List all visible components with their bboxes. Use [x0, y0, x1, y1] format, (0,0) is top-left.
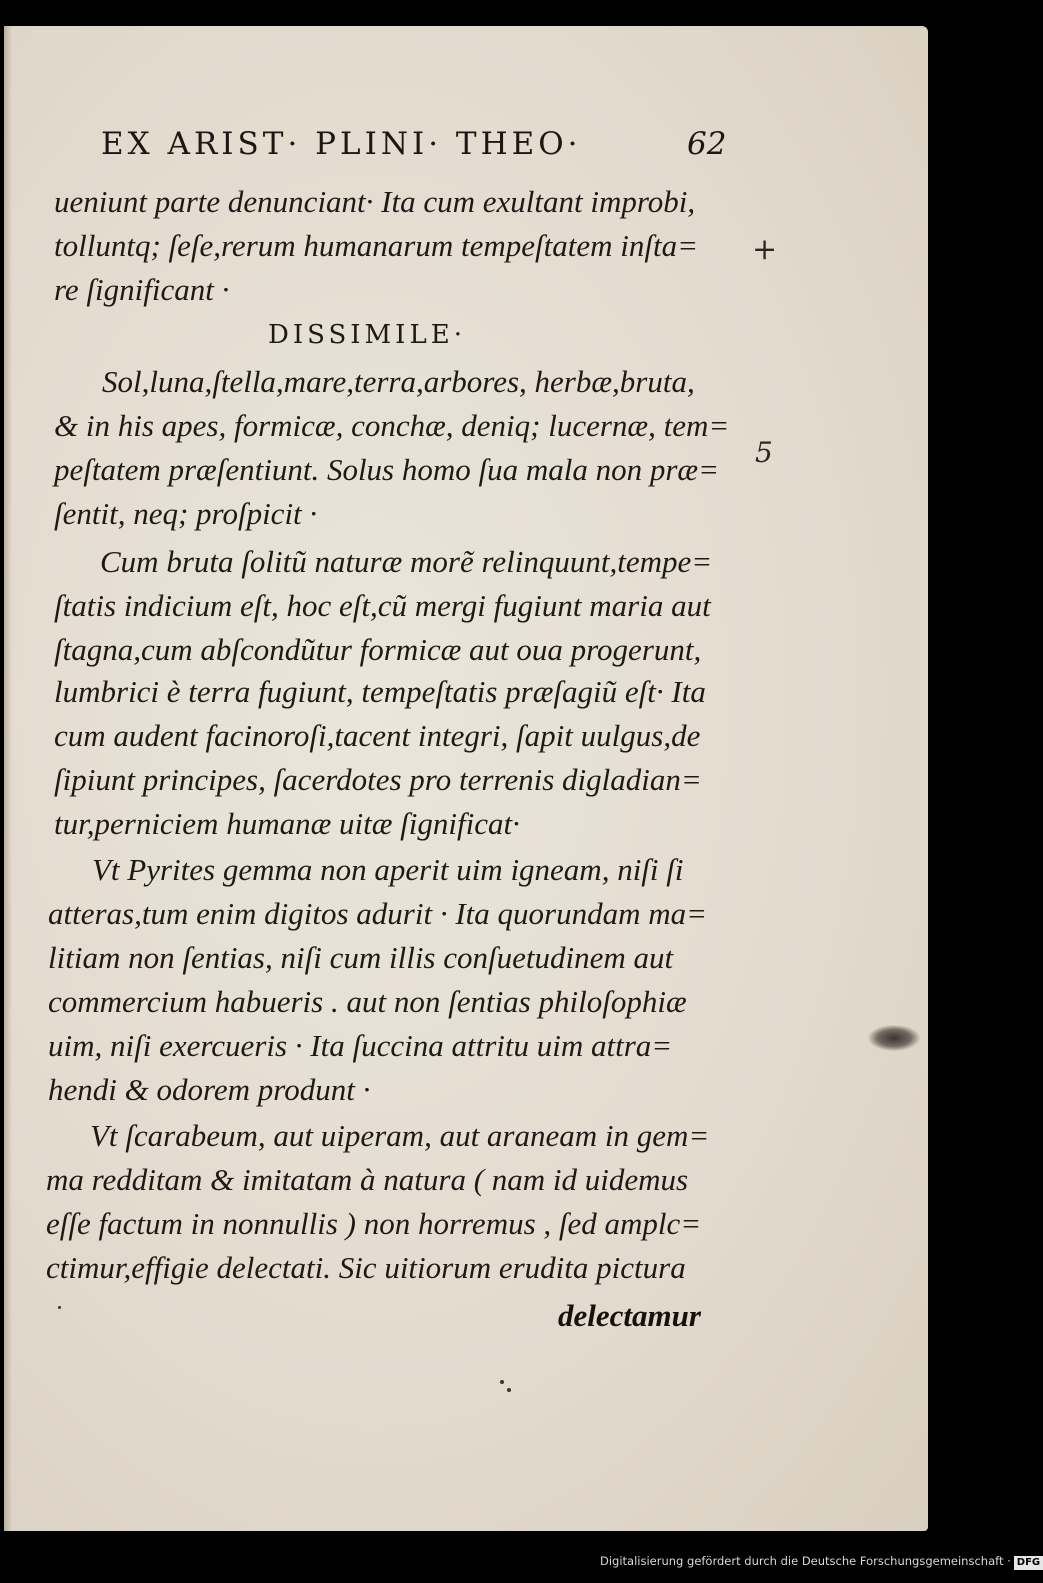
text-line: re ſignificant ·	[54, 272, 230, 307]
digitization-credit	[600, 1550, 1041, 1572]
paper-speck	[500, 1380, 504, 1384]
text-line: tolluntq; ſeſe,rerum humanarum tempeſtatem inſta=	[54, 228, 698, 263]
text-line: ſipiunt principes, ſacerdotes pro terrenis digladian=	[54, 762, 702, 797]
text-line: ma redditam & imitatam à natura ( nam id uidemus	[46, 1162, 689, 1197]
text-line: Vt ſcarabeum, aut uiperam, aut araneam in gem=	[90, 1118, 710, 1153]
folio-number: 62	[687, 126, 727, 162]
text-line: ſentit, neq; proſpicit ·	[54, 496, 318, 531]
margin-mark-five: 5	[755, 436, 773, 469]
text-line: atteras,tum enim digitos adurit · Ita quorundam ma=	[48, 896, 708, 931]
running-title: EX ARIST· PLINI· THEO·	[101, 126, 582, 162]
dfg-logo: DFG	[1014, 1556, 1043, 1570]
text-line: ſtatis indicium eſt, hoc eſt,cũ mergi fugiunt maria aut	[54, 588, 711, 623]
text-line: eſſe factum in nonnullis ) non horremus , ſed amplc=	[46, 1206, 702, 1241]
page-gutter-shadow	[4, 26, 12, 1531]
running-header	[101, 126, 741, 170]
paper-speck	[58, 1306, 61, 1309]
text-line: Vt Pyrites gemma non aperit uim igneam, niſi ſi	[92, 852, 684, 887]
paper-speck	[507, 1388, 511, 1392]
text-line: ſtagna,cum abſcondũtur formicæ aut oua progerunt,	[54, 632, 702, 667]
text-line: tur,perniciem humanæ uitæ ſignificat·	[54, 806, 520, 841]
text-line: Sol,luna,ſtella,mare,terra,arbores, herbæ,bruta,	[102, 364, 695, 399]
text-line: cum audent facinoroſi,tacent integri, ſapit uulgus,de	[54, 718, 701, 753]
text-line: litiam non ſentias, niſi cum illis conſuetudinem aut	[48, 940, 674, 975]
text-line: uim, niſi exercueris · Ita ſuccina attritu uim attra=	[48, 1028, 673, 1063]
text-line: Cum bruta ſolitũ naturæ morẽ relinquunt,tempe=	[100, 544, 713, 579]
margin-mark-cross: +	[752, 232, 778, 267]
text-line: hendi & odorem produnt ·	[48, 1072, 371, 1107]
credit-text: Digitalisierung gefördert durch die Deutsche Forschungsgemeinschaft ·	[600, 1554, 1011, 1568]
text-line: ueniunt parte denunciant· Ita cum exultant improbi,	[54, 184, 696, 219]
catchword: delectamur	[558, 1298, 701, 1333]
ink-stain	[868, 1025, 920, 1051]
section-heading: DISSIMILE·	[268, 320, 466, 350]
text-line: peſtatem præſentiunt. Solus homo ſua mala non præ=	[54, 452, 720, 487]
text-line: commercium habueris . aut non ſentias philoſophiæ	[48, 984, 687, 1019]
text-line: & in his apes, formicæ, conchæ, deniq; lucernæ, tem=	[54, 408, 730, 443]
text-line: ctimur,effigie delectati. Sic uitiorum erudita pictura	[46, 1250, 686, 1285]
text-line: lumbrici è terra fugiunt, tempeſtatis præſagiũ eſt· Ita	[54, 674, 706, 709]
